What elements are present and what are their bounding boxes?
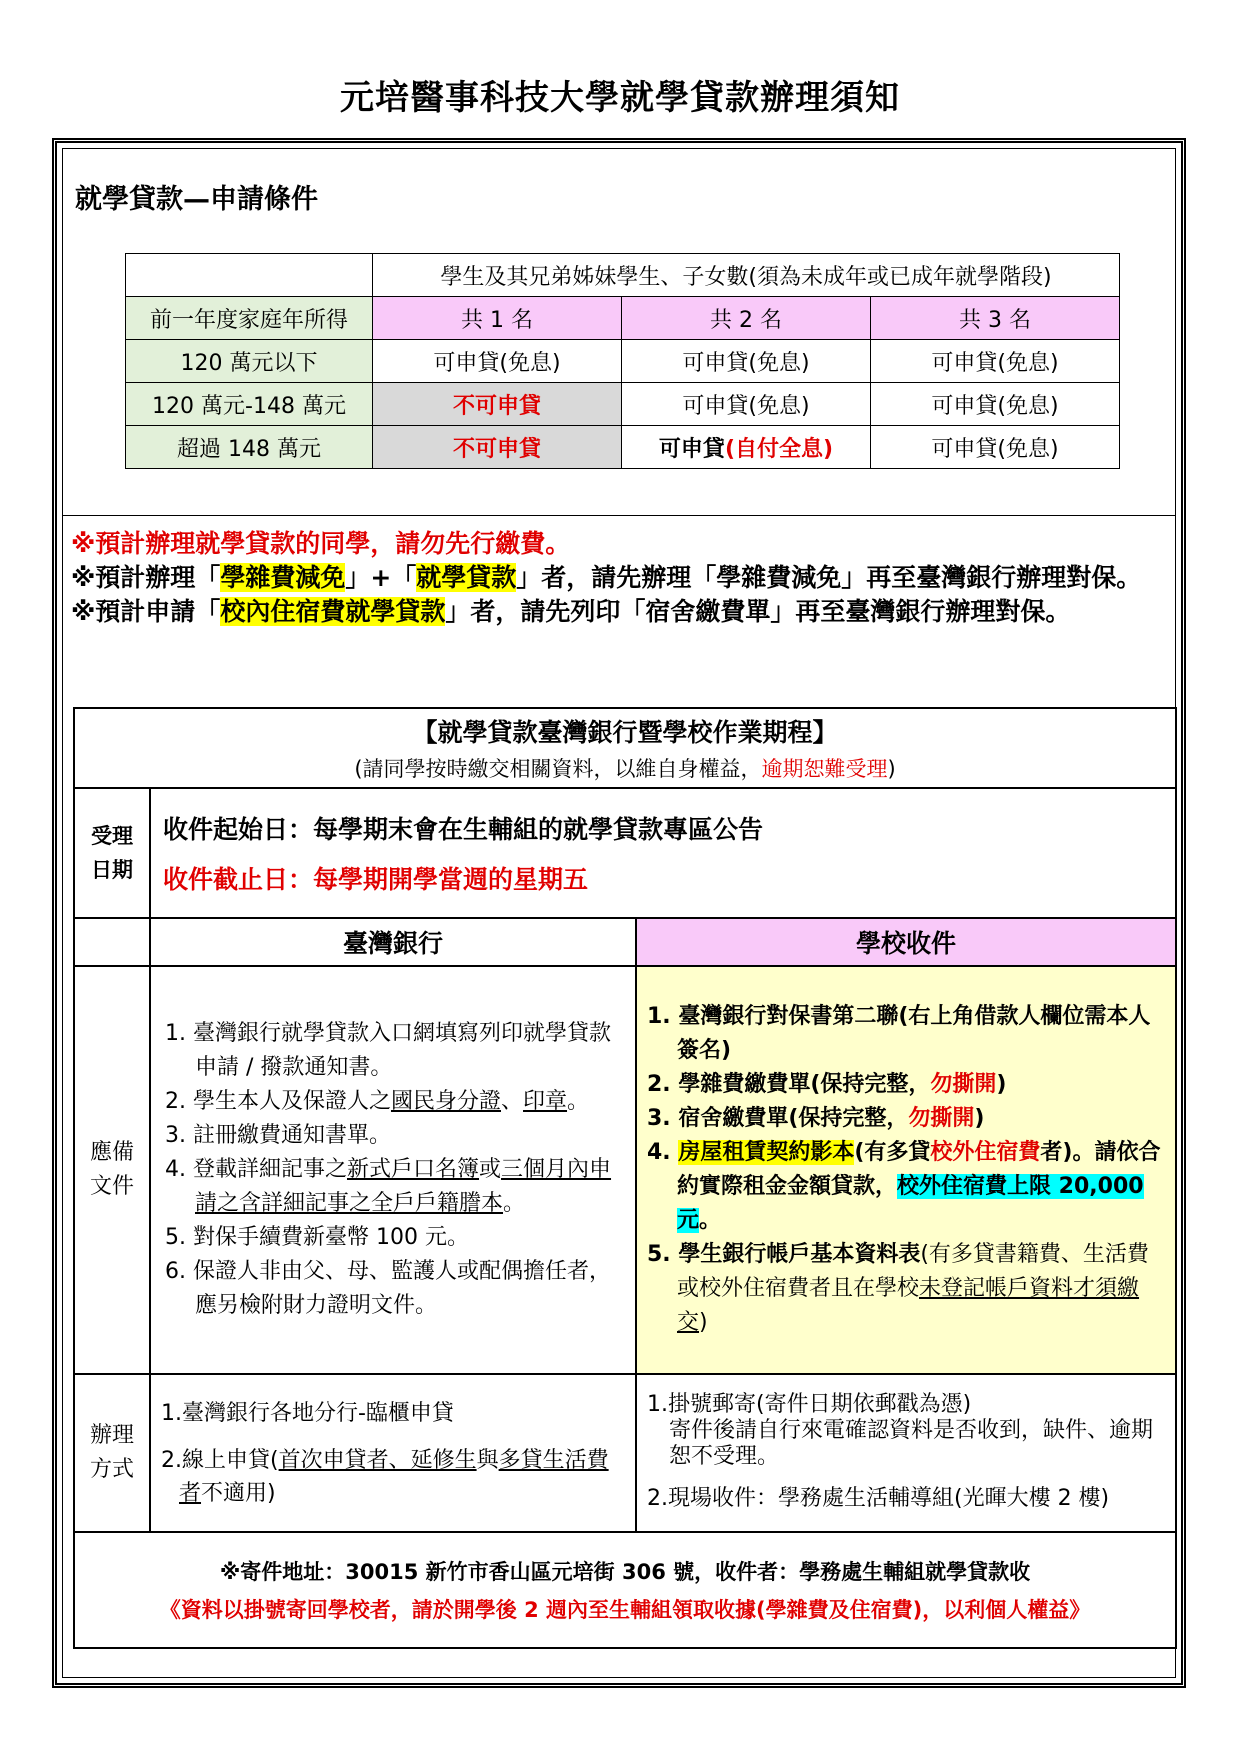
item-text: ) xyxy=(974,1106,985,1131)
income-header: 前一年度家庭年所得 xyxy=(126,297,373,340)
list-item: 1. 臺灣銀行對保書第二聯(右上角借款人欄位需本人簽名) xyxy=(647,1004,1151,1063)
column-header: 共 3 名 xyxy=(871,297,1120,340)
item-text: 勿撕開 xyxy=(908,1106,975,1131)
page-title: 元培醫事科技大學就學貸款辦理須知 xyxy=(340,78,900,118)
note-text: 」+「 xyxy=(345,563,417,592)
table-row xyxy=(126,297,1120,340)
table-row xyxy=(126,383,1120,426)
school-docs-cell xyxy=(636,966,1176,1374)
late-warning: 逾期恕難受理 xyxy=(761,757,888,781)
eligibility-cell: 可申貸(免息) xyxy=(871,383,1120,426)
subheader-text: ) xyxy=(887,757,896,781)
school-column-header: 學校收件 xyxy=(636,918,1176,966)
empty-corner-cell xyxy=(126,254,373,297)
list-item xyxy=(165,1085,623,1119)
column-header: 共 2 名 xyxy=(622,297,871,340)
income-cell: 120 萬元-148 萬元 xyxy=(126,383,373,426)
divider xyxy=(63,515,1175,516)
item-text: 者)。請依合約實際租金金額貸款， xyxy=(677,1140,1161,1199)
ineligible-cell: 不可申貸 xyxy=(373,426,622,469)
item-text: 首次申貸者、延修生 xyxy=(278,1447,477,1473)
item-text: 房屋租賃契約影本 xyxy=(678,1140,855,1165)
date-label: 受理日期 xyxy=(74,788,150,918)
item-text: 三個月內申請之含詳細記事之全戶戶籍謄本 xyxy=(195,1157,612,1216)
item-text: 2.線上申貸( xyxy=(161,1447,279,1473)
item-text: (有多貸書籍費、生活費或校外住宿費者且在學校 xyxy=(677,1242,1149,1301)
item-text: 5. 學生銀行帳戶基本資料表 xyxy=(647,1242,921,1267)
item-text: 與 xyxy=(476,1447,499,1473)
income-cell: 120 萬元以下 xyxy=(126,340,373,383)
schedule-table xyxy=(73,707,1177,1649)
note-3 xyxy=(71,595,1169,629)
eligibility-cell: 可申貸(免息) xyxy=(871,340,1120,383)
highlight-text: 就學貸款 xyxy=(416,563,517,592)
bank-methods-cell xyxy=(150,1374,636,1532)
eligibility-cell: 可申貸(免息) xyxy=(622,383,871,426)
eligibility-cell xyxy=(622,426,871,469)
eligibility-cell: 可申貸(免息) xyxy=(373,340,622,383)
eligibility-table xyxy=(125,253,1120,469)
item-text: 校外住宿費 xyxy=(930,1140,1041,1165)
bank-method-1: 1.臺灣銀行各地分行-臨櫃申貸 xyxy=(161,1400,454,1426)
note-text: 」者，請先辦理「學雜費減免」再至臺灣銀行辦理對保。 xyxy=(516,563,1142,592)
school-method-1: 1.掛號郵寄(寄件日期依郵戳為憑) xyxy=(647,1391,972,1417)
item-text: 國民身分證 xyxy=(390,1089,501,1114)
item-text: 。 xyxy=(699,1208,722,1233)
item-text: ) xyxy=(996,1072,1007,1097)
eligible-text: 可申貸 xyxy=(658,436,725,462)
income-cell: 超過 148 萬元 xyxy=(126,426,373,469)
table-row xyxy=(74,1532,1176,1648)
bank-column-header: 臺灣銀行 xyxy=(150,918,636,966)
note-1: ※預計辦理就學貸款的同學，請勿先行繳費。 xyxy=(71,529,571,558)
list-item xyxy=(647,1068,1165,1102)
item-text: 或 xyxy=(479,1157,502,1182)
item-text: 。 xyxy=(567,1089,590,1114)
address-cell xyxy=(74,1532,1176,1648)
school-method-2: 2.現場收件：學務處生活輔導組(光暉大樓 2 樓) xyxy=(647,1485,1110,1511)
school-docs-list xyxy=(647,1000,1165,1340)
highlight-text: 學雜費減免 xyxy=(220,563,346,592)
school-method-1-note: 寄件後請自行來電確認資料是否收到，缺件、逾期恕不受理。 xyxy=(669,1417,1154,1469)
schedule-header: 【就學貸款臺灣銀行暨學校作業期程】 xyxy=(412,718,838,747)
list-item: 3. 註冊繳費通知書單。 xyxy=(165,1123,391,1148)
item-text: 。 xyxy=(503,1191,526,1216)
notes xyxy=(71,527,1169,629)
table-row xyxy=(126,340,1120,383)
children-count-header: 學生及其兄弟姊妹學生、子女數(須為未成年或已成年就學階段) xyxy=(373,254,1120,297)
table-row xyxy=(126,426,1120,469)
main-frame xyxy=(52,138,1186,1688)
list-item xyxy=(647,1238,1165,1340)
note-text: ※預計辦理「 xyxy=(71,563,221,592)
section-title: 就學貸款—申請條件 xyxy=(75,184,318,215)
bank-docs-list xyxy=(165,1017,623,1323)
item-text: 4. xyxy=(647,1140,679,1165)
list-item: 1. 臺灣銀行就學貸款入口網填寫列印就學貸款申請 / 撥款通知書。 xyxy=(165,1021,611,1080)
item-text: 3. 宿舍繳費單(保持完整， xyxy=(647,1106,909,1131)
bank-method-2 xyxy=(161,1444,623,1510)
frame-inner xyxy=(62,148,1176,1678)
item-text: 不適用) xyxy=(201,1480,276,1506)
eligibility-cell: 可申貸(免息) xyxy=(622,340,871,383)
item-text: 4. 登載詳細記事之 xyxy=(165,1157,347,1182)
ineligible-cell: 不可申貸 xyxy=(373,383,622,426)
item-text: ) xyxy=(699,1310,708,1335)
item-text: 多貸生活費者 xyxy=(179,1447,609,1506)
docs-label: 應備文件 xyxy=(74,966,150,1374)
table-row xyxy=(74,708,1176,788)
item-text: 2. 學生本人及保證人之 xyxy=(165,1089,391,1114)
item-text: (有多貸 xyxy=(854,1140,931,1165)
item-text: 勿撕開 xyxy=(930,1072,997,1097)
self-pay-interest-text: (自付全息) xyxy=(724,436,834,462)
item-text: 校外住宿費上限 20,000 元 xyxy=(677,1174,1144,1233)
bank-docs-cell xyxy=(150,966,636,1374)
end-date: 收件截止日：每學期開學當週的星期五 xyxy=(163,865,589,894)
mailing-address: ※寄件地址：30015 新竹市香山區元培街 306 號，收件者：學務處生輔組就學貸款收 xyxy=(219,1560,1031,1584)
table-row xyxy=(74,966,1176,1374)
table-row xyxy=(74,788,1176,918)
list-item: 5. 對保手續費新臺幣 100 元。 xyxy=(165,1225,469,1250)
item-text: 新式戶口名簿 xyxy=(346,1157,479,1182)
list-item xyxy=(647,1102,1165,1136)
empty-cell xyxy=(74,918,150,966)
method-label: 辦理方式 xyxy=(74,1374,150,1532)
table-row xyxy=(74,1374,1176,1532)
school-methods-cell xyxy=(636,1374,1176,1532)
table-row xyxy=(126,254,1120,297)
receipt-notice: 《資料以掛號寄回學校者，請於開學後 2 週內至生輔組領取收據(學雜費及住宿費)，以利個人權益》 xyxy=(159,1598,1091,1622)
table-row xyxy=(74,918,1176,966)
item-text: 、 xyxy=(501,1089,524,1114)
column-header: 共 1 名 xyxy=(373,297,622,340)
item-text: 2. 學雜費繳費單(保持完整， xyxy=(647,1072,931,1097)
note-text: ※預計申請「 xyxy=(71,597,221,626)
highlight-text: 校內住宿費就學貸款 xyxy=(220,597,446,626)
subheader-text: (請同學按時繳交相關資料，以維自身權益， xyxy=(354,757,762,781)
list-item xyxy=(165,1153,623,1221)
list-item: 6. 保證人非由父、母、監護人或配偶擔任者，應另檢附財力證明文件。 xyxy=(165,1259,611,1318)
item-text: 印章 xyxy=(523,1089,568,1114)
note-text: 」者，請先列印「宿舍繳費單」再至臺灣銀行辦理對保。 xyxy=(445,597,1071,626)
list-item xyxy=(647,1136,1165,1238)
note-2 xyxy=(71,561,1169,595)
start-date: 收件起始日：每學期末會在生輔組的就學貸款專區公告 xyxy=(163,815,764,844)
schedule-subheader xyxy=(75,753,1175,783)
schedule-header-cell xyxy=(74,708,1176,788)
eligibility-cell: 可申貸(免息) xyxy=(871,426,1120,469)
date-cell xyxy=(150,788,1176,918)
item-text: 未登記帳戶資料才須繳交 xyxy=(677,1276,1140,1335)
